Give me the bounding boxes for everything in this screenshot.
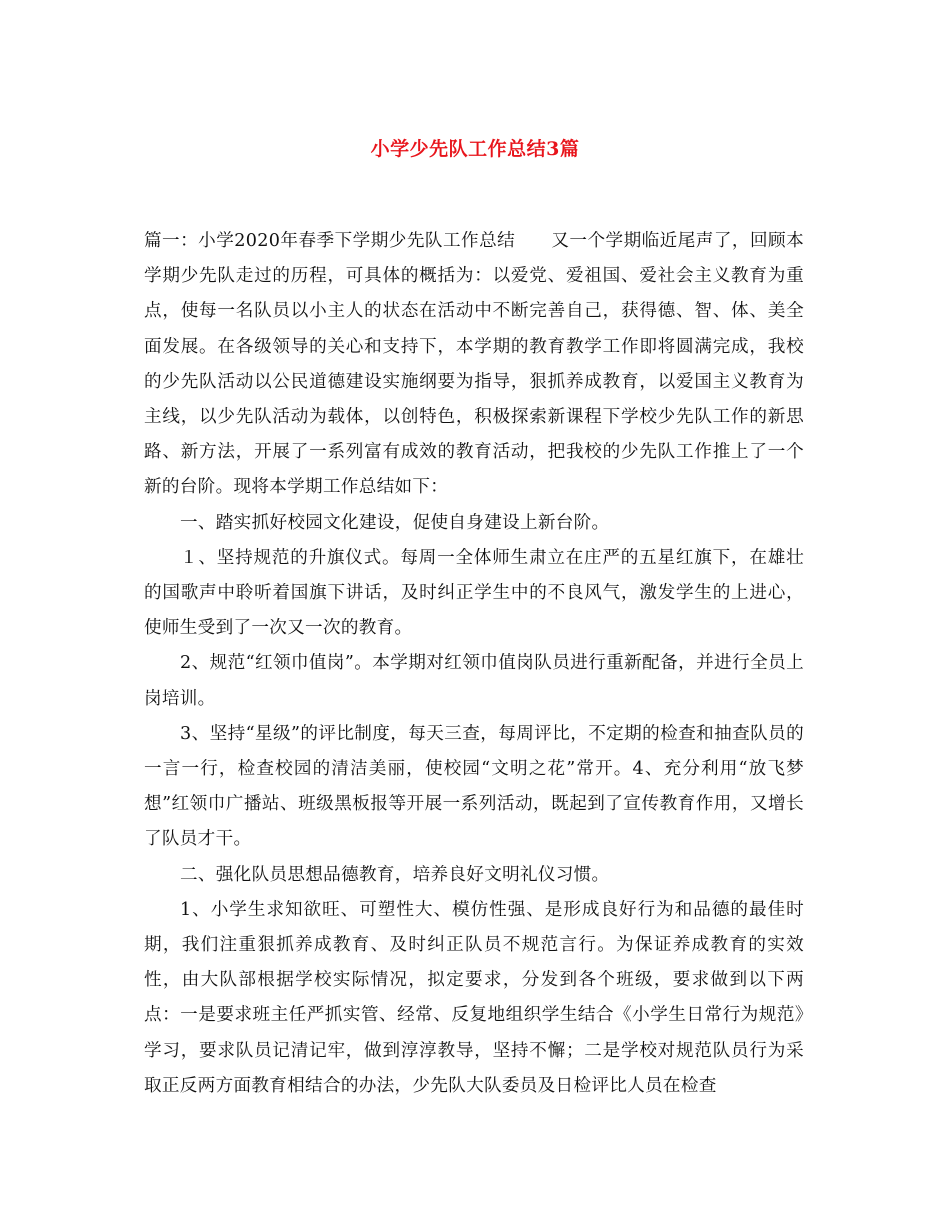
- paragraph-intro: 篇一：小学2020年春季下学期少先队工作总结 又一个学期临近尾声了，回顾本学期少先队走过的历程，可具体的概括为：以爱党、爱祖国、爱社会主义教育为重点，使每一名队员以小主人的状态在活动中不断完善自己，获得德、智、体、美全面发展。在各级领导的关心和支持下，本学期的教育教学工作即将圆满完成，我校的少先队活动以公民道德建设实施纲要为指导，狠抓养成教育，以爱国主义教育为主线，以少先队活动为载体，以创特色，积极探索新课程下学校少先队工作的新思路、新方法，开展了一系列富有成效的教育活动，把我校的少先队工作推上了一个新的台阶。现将本学期工作总结如下：: [144, 231, 804, 498]
- paragraph-item-flag-ceremony: １、坚持规范的升旗仪式。每周一全体师生肃立在庄严的五星红旗下，在雄壮的国歌声中聆听着国旗下讲话，及时纠正学生中的不良风气，激发学生的上进心，使师生受到了一次又一次的教育。: [144, 547, 804, 639]
- paragraph-item-red-scarf-duty: 2、规范“红领巾值岗”。本学期对红领巾值岗队员进行重新配备，并进行全员上岗培训。: [144, 653, 804, 709]
- paragraph-item-habit-education: 1、小学生求知欲旺、可塑性大、模仿性强、是形成良好行为和品德的最佳时期，我们注重狠抓养成教育、及时纠正队员不规范言行。为保证养成教育的实效性，由大队部根据学校实际情况，拟定要求，分发到各个班级，要求做到以下两点：一是要求班主任严抓实管、经常、反复地组织学生结合《小学生日常行为规范》学习，要求队员记清记牢，做到淳淳教导，坚持不懈；二是学校对规范队员行为采取正反两方面教育相结合的办法，少先队大队委员及日检评比人员在检查: [144, 899, 804, 1096]
- paragraph-item-star-rating: 3、坚持“星级”的评比制度，每天三查，每周评比，不定期的检查和抽查队员的一言一行，检查校园的清洁美丽，使校园“文明之花”常开。4、充分利用“放飞梦想”红领巾广播站、班级黑板报等开展一系列活动，既起到了宣传教育作用，又增长了队员才干。: [144, 723, 804, 850]
- paragraph-section-heading-1: 一、踏实抓好校园文化建设，促使自身建设上新台阶。: [180, 512, 610, 533]
- document-title: 小学少先队工作总结3篇: [370, 138, 580, 160]
- document-body: [144, 224, 804, 1104]
- paragraph-section-heading-2: 二、强化队员思想品德教育，培养良好文明礼仪习惯。: [180, 864, 610, 885]
